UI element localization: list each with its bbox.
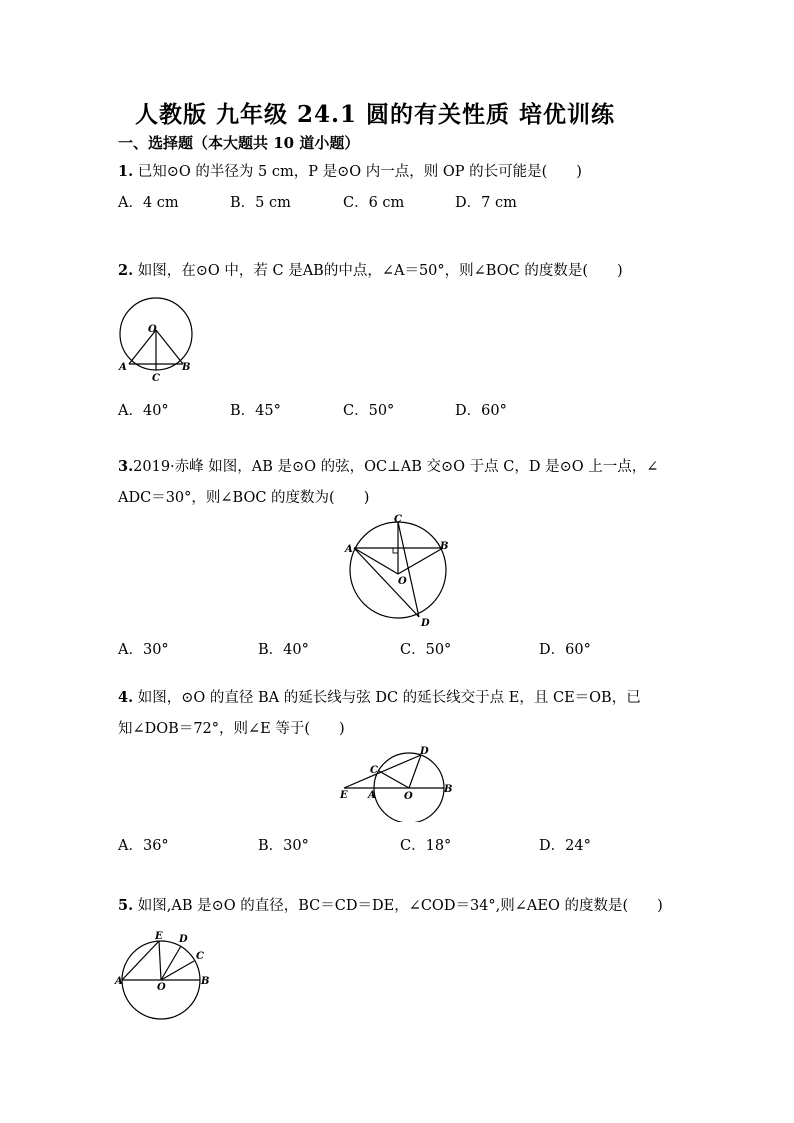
option-b: B．5 cm [230,195,291,211]
question-text: 如图，在⊙O 中，若 C 是AB的中点，∠A＝50°，则∠BOC 的度数是( ) [133,263,623,279]
label-b: B [444,784,453,795]
label-a: A [368,790,376,801]
label-b: B [182,362,191,373]
option-c: C．6 cm [343,195,405,211]
label-o: O [398,576,407,587]
option-a: A．30° [118,642,169,658]
option-c: C．50° [400,642,452,658]
option-c: C．18° [400,838,452,854]
question-number: 2. [118,262,134,279]
label-b: B [440,541,449,552]
label-e: E [155,931,163,942]
question-text: 2019·赤峰 如图，AB 是⊙O 的弦，OC⊥AB 交⊙O 于点 C，D 是⊙O 上一点，∠ [133,459,659,475]
figure-q2 [115,290,205,385]
question-text: 已知⊙O 的半径为 5 cm，P 是⊙O 内一点，则 OP 的长可能是( ) [133,164,582,180]
question-3-continued: ADC＝30°，则∠BOC 的度数为( ) [118,490,370,506]
question-4-continued: 知∠DOB＝72°，则∠E 等于( ) [118,721,345,737]
label-d: D [421,618,430,629]
option-b: B．40° [258,642,309,658]
question-5 [118,894,663,915]
label-a: A [345,544,353,555]
option-d: D．7 cm [455,195,517,211]
label-o: O [148,324,157,335]
question-number: 4. [118,689,134,706]
label-c: C [394,514,402,525]
label-d: D [179,934,188,945]
question-3 [118,455,658,476]
option-a: A．4 cm [118,195,179,211]
label-c: C [370,765,378,776]
figure-q4 [336,742,460,822]
label-e: E [340,790,348,801]
option-a: A．40° [118,403,169,419]
label-o: O [404,791,413,802]
question-number: 1. [118,163,134,180]
option-d: D．60° [539,642,591,658]
question-4 [118,686,641,707]
label-a: A [119,362,127,373]
option-b: B．45° [230,403,281,419]
label-o: O [157,982,166,993]
option-d: D．60° [455,403,507,419]
page-title: 人教版 九年级 24.1 圆的有关性质 培优训练 [135,101,616,128]
label-b: B [201,976,210,987]
figure-q3 [340,512,460,630]
option-d: D．24° [539,838,591,854]
question-text: 如图,AB 是⊙O 的直径，BC＝CD＝DE，∠COD＝34°,则∠AEO 的度数是( ) [133,898,663,914]
option-a: A．36° [118,838,169,854]
question-1 [118,160,582,181]
option-c: C．50° [343,403,395,419]
option-b: B．30° [258,838,309,854]
question-number: 5. [118,897,134,914]
figure-q5 [114,928,218,1020]
section-heading: 一、选择题（本大题共 10 道小题） [118,134,360,152]
label-c: C [152,373,160,384]
label-d: D [420,746,429,757]
question-number: 3. [118,458,134,475]
label-c: C [196,951,204,962]
label-a: A [115,976,123,987]
question-text: 如图，⊙O 的直径 BA 的延长线与弦 DC 的延长线交于点 E，且 CE＝OB，已 [133,690,641,706]
question-2 [118,259,623,280]
